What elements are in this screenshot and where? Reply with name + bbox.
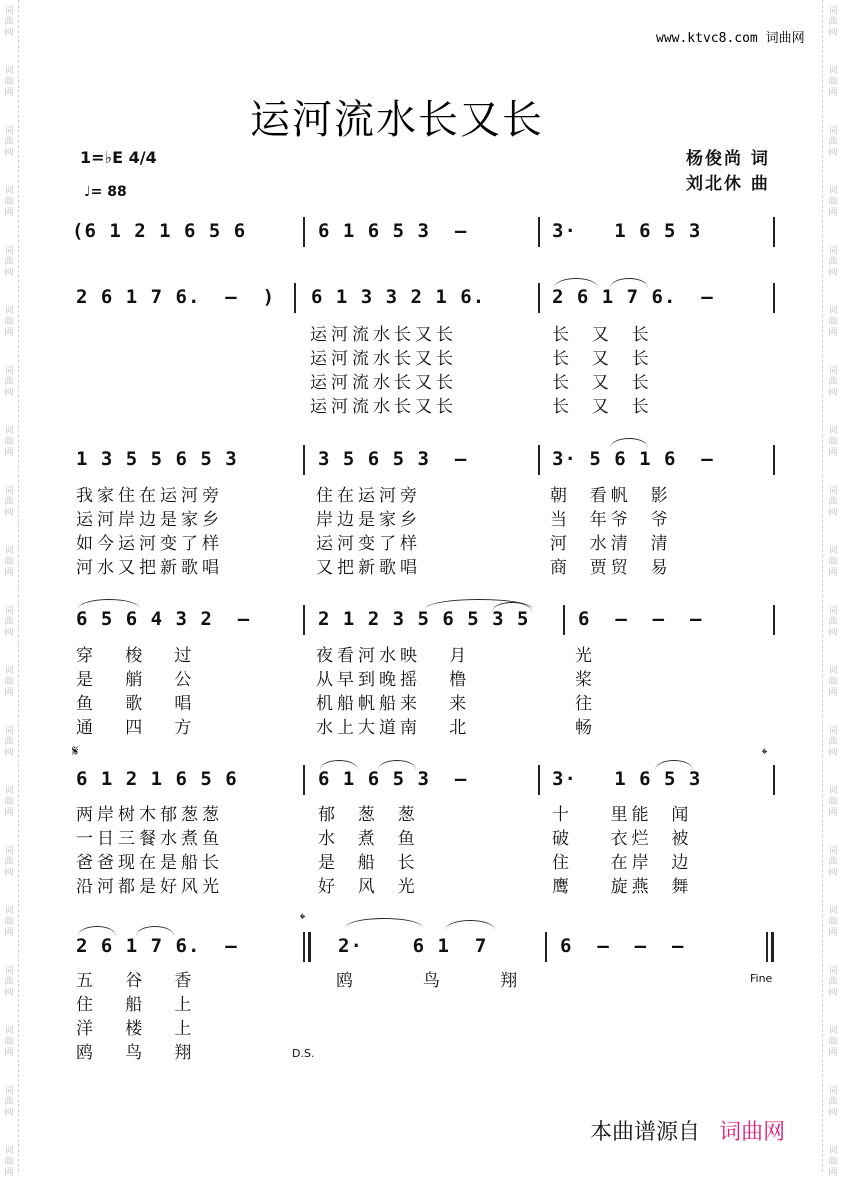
repeat-barline (303, 932, 305, 962)
notation-row-3-measure-2: 3 5 6 5 3 – (318, 448, 468, 470)
coda-sign: 𝄌 (300, 910, 306, 928)
watermark-glyph: 词曲网 (828, 1026, 838, 1058)
lyric-line: 沿河都是好风光 (76, 877, 223, 897)
notation-row-2-measure-1: 2 6 1 7 6. – ) (76, 286, 276, 308)
lyric-line: 运河变了样 (316, 534, 421, 554)
lyric-line: 河 水清 清 (550, 534, 672, 554)
slur (610, 438, 648, 448)
key-signature: 1=♭E 4/4 (80, 148, 157, 167)
lyric-line: 畅 (575, 718, 596, 738)
watermark-glyph: 词曲网 (828, 426, 838, 458)
barline (773, 217, 775, 247)
song-title: 运河流水长又长 (250, 97, 544, 143)
barline (538, 217, 540, 247)
footer-brand-link[interactable]: 词曲网 (719, 1120, 786, 1145)
watermark-glyph: 词曲网 (4, 966, 14, 998)
notation-row-2-measure-3: 2 6 1 7 6. – (552, 286, 714, 308)
lyric-line: 长 又 长 (552, 349, 653, 369)
slur (78, 926, 116, 936)
lyric-line: 住 船 上 (76, 995, 196, 1015)
barline (773, 445, 775, 475)
notation-row-5-measure-2: 6 1 6 5 3 – (318, 768, 468, 790)
slur (445, 920, 495, 930)
source-footer (590, 1115, 785, 1146)
repeat-barline-thick (308, 932, 311, 962)
site-header[interactable] (656, 27, 805, 46)
lyric-line: 破 衣烂 被 (552, 829, 693, 849)
watermark-glyph: 词曲网 (4, 546, 14, 578)
lyric-line: 长 又 长 (552, 397, 653, 417)
watermark-glyph: 词曲网 (4, 246, 14, 278)
lyric-line: 鸥 鸟 翔 (76, 1043, 196, 1063)
barline (303, 217, 305, 247)
watermark-glyph: 词曲网 (4, 726, 14, 758)
slur (655, 760, 693, 770)
watermark-glyph: 词曲网 (4, 1086, 14, 1118)
lyric-line: 商 贾贸 易 (550, 558, 672, 578)
watermark-glyph: 词曲网 (828, 726, 838, 758)
dal-segno-marking: D.S. (292, 1047, 315, 1060)
notation-row-1-measure-3: 3· 1 6 5 3 (552, 220, 702, 242)
lyric-line: 运河流水长又长 (310, 397, 457, 417)
slur (610, 278, 648, 288)
lyric-line: 鸥 鸟 翔 (336, 971, 522, 991)
watermark-glyph: 词曲网 (4, 306, 14, 338)
barline (538, 283, 540, 313)
segno-sign: 𝄋 (72, 742, 79, 760)
lyric-line: 鱼 歌 唱 (76, 694, 196, 714)
notation-row-4-measure-3: 6 – – – (578, 608, 703, 630)
lyric-line: 通 四 方 (76, 718, 196, 738)
lyric-line: 住 在岸 边 (552, 853, 693, 873)
watermark-glyph: 词曲网 (4, 426, 14, 458)
watermark-glyph: 词曲网 (828, 786, 838, 818)
barline (294, 283, 296, 313)
watermark-glyph: 词曲网 (828, 366, 838, 398)
notation-row-1-measure-1: (6 1 2 1 6 5 6 (72, 220, 247, 242)
lyric-line: 岸边是家乡 (316, 510, 421, 530)
watermark-glyph: 词曲网 (828, 486, 838, 518)
notation-row-5-measure-3: 3· 1 6 5 3 (552, 768, 702, 790)
slur (136, 926, 174, 936)
watermark-glyph: 词曲网 (4, 486, 14, 518)
lyric-line: 洋 楼 上 (76, 1019, 196, 1039)
notation-row-5-measure-1: 6 1 2 1 6 5 6 (76, 768, 238, 790)
watermark-glyph: 词曲网 (828, 186, 838, 218)
lyric-line: 从早到晚摇 橹 (316, 670, 471, 690)
notation-row-6-measure-3: 6 – – – (560, 935, 685, 957)
watermark-glyph: 词曲网 (828, 126, 838, 158)
watermark-glyph: 词曲网 (828, 606, 838, 638)
lyric-line: 是 艄 公 (76, 670, 196, 690)
final-barline-thick (771, 932, 774, 962)
notation-row-4-measure-2: 2 1 2 3 5 6 5 3 5 (318, 608, 530, 630)
notation-row-3-measure-3: 3· 5 6 1 6 – (552, 448, 714, 470)
slur (78, 599, 140, 609)
lyric-line: 河水又把新歌唱 (76, 558, 223, 578)
lyric-line: 桨 (575, 670, 596, 690)
lyric-line: 运河流水长又长 (310, 349, 457, 369)
lyric-line: 机船帆船来 来 (316, 694, 471, 714)
lyric-line: 运河岸边是家乡 (76, 510, 223, 530)
notation-row-4-measure-1: 6 5 6 4 3 2 – (76, 608, 251, 630)
barline (303, 765, 305, 795)
notation-row-6-measure-1: 2 6 1 7 6. – (76, 935, 238, 957)
barline (303, 445, 305, 475)
watermark-glyph: 词曲网 (828, 1086, 838, 1118)
watermark-glyph: 词曲网 (4, 366, 14, 398)
lyric-line: 又把新歌唱 (316, 558, 421, 578)
lyric-line: 水 煮 鱼 (318, 829, 419, 849)
lyric-line: 光 (575, 646, 596, 666)
watermark-glyph: 词曲网 (4, 1026, 14, 1058)
barline (538, 765, 540, 795)
watermark-glyph: 词曲网 (828, 246, 838, 278)
lyric-line: 是 船 长 (318, 853, 419, 873)
barline (545, 932, 547, 962)
lyric-line: 住在运河旁 (316, 486, 421, 506)
watermark-glyph: 词曲网 (828, 6, 838, 38)
lyric-line: 往 (575, 694, 596, 714)
watermark-glyph: 词曲网 (4, 186, 14, 218)
site-url[interactable]: www.ktvc8.com (656, 31, 758, 46)
watermark-glyph: 词曲网 (828, 546, 838, 578)
slur (345, 918, 423, 928)
watermark-glyph: 词曲网 (4, 666, 14, 698)
watermark-glyph: 词曲网 (4, 1146, 14, 1178)
lyric-line: 十 里能 闻 (552, 805, 693, 825)
lyric-line: 爸爸现在是船长 (76, 853, 223, 873)
watermark-glyph: 词曲网 (4, 906, 14, 938)
watermark-glyph: 词曲网 (828, 306, 838, 338)
slur (378, 760, 416, 770)
watermark-glyph: 词曲网 (4, 846, 14, 878)
watermark-glyph: 词曲网 (828, 906, 838, 938)
watermark-glyph: 词曲网 (828, 966, 838, 998)
final-barline (766, 932, 768, 962)
notation-row-3-measure-1: 1 3 5 5 6 5 3 (76, 448, 238, 470)
lyric-line: 如今运河变了样 (76, 534, 223, 554)
barline (303, 605, 305, 635)
tempo-marking: ♩= 88 (84, 184, 127, 200)
watermark-glyph: 词曲网 (4, 6, 14, 38)
watermark-glyph: 词曲网 (828, 846, 838, 878)
slur (554, 278, 598, 288)
watermark-glyph: 词曲网 (4, 606, 14, 638)
watermark-glyph: 词曲网 (828, 1146, 838, 1178)
lyric-line: 长 又 长 (552, 373, 653, 393)
lyric-line: 当 年爷 爷 (550, 510, 672, 530)
lyric-line: 运河流水长又长 (310, 325, 457, 345)
lyric-line: 郁 葱 葱 (318, 805, 419, 825)
barline (773, 605, 775, 635)
barline (773, 765, 775, 795)
barline (563, 605, 565, 635)
lyricist-credit: 杨俊尚 词 (686, 149, 770, 169)
notation-row-6-measure-2: 2· 6 1 7 (338, 935, 488, 957)
lyric-line: 五 谷 香 (76, 971, 196, 991)
notation-row-1-measure-2: 6 1 6 5 3 – (318, 220, 468, 242)
watermark-glyph: 词曲网 (4, 66, 14, 98)
site-name[interactable]: 词曲网 (765, 31, 805, 46)
lyric-line: 我家住在运河旁 (76, 486, 223, 506)
lyric-line: 鹰 旋燕 舞 (552, 877, 693, 897)
lyric-line: 运河流水长又长 (310, 373, 457, 393)
left-margin-strip (18, 0, 33, 1172)
footer-prefix: 本曲谱源自 (590, 1120, 701, 1145)
lyric-line: 穿 梭 过 (76, 646, 196, 666)
watermark-glyph: 词曲网 (4, 786, 14, 818)
watermark-glyph: 词曲网 (828, 666, 838, 698)
composer-credit: 刘北休 曲 (686, 174, 770, 194)
coda-sign: 𝄌 (762, 745, 768, 763)
barline (538, 445, 540, 475)
lyric-line: 长 又 长 (552, 325, 653, 345)
fine-marking: Fine (750, 972, 773, 985)
lyric-line: 两岸树木郁葱葱 (76, 805, 223, 825)
watermark-glyph: 词曲网 (828, 66, 838, 98)
barline (773, 283, 775, 313)
lyric-line: 好 风 光 (318, 877, 419, 897)
watermark-glyph: 词曲网 (4, 126, 14, 158)
lyric-line: 水上大道南 北 (316, 718, 471, 738)
slur (320, 760, 358, 770)
notation-row-2-measure-2: 6 1 3 3 2 1 6. (311, 286, 486, 308)
lyric-line: 朝 看帆 影 (550, 486, 672, 506)
lyric-line: 一日三餐水煮鱼 (76, 829, 223, 849)
lyric-line: 夜看河水映 月 (316, 646, 471, 666)
